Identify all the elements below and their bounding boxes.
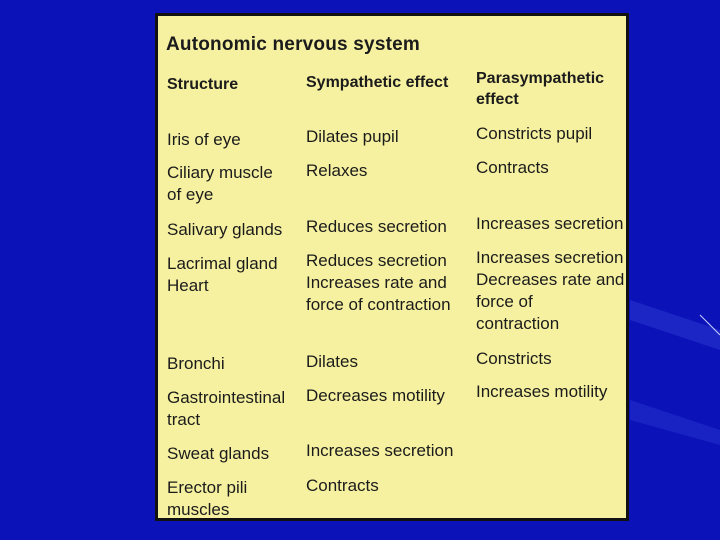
row-2-sympathetic: Relaxes (306, 161, 368, 180)
row-1-parasympathetic: Constricts pupil (476, 124, 593, 143)
row-4-sympathetic: Reduces secretion Increases rate and force of contraction (306, 251, 451, 314)
header-parasympathetic: Parasympathetic effect (476, 70, 605, 108)
row-4-structure: Lacrimal gland Heart (167, 254, 278, 295)
ans-table-card (155, 13, 629, 521)
row-6-structure: Gastrointestinal tract (167, 388, 286, 429)
row-5-parasympathetic: Constricts (476, 349, 552, 368)
row-1-structure: Iris of eye (167, 130, 241, 149)
row-8-structure: Erector pili muscles (167, 478, 248, 519)
row-2-structure: Ciliary muscle of eye (167, 163, 273, 204)
header-structure: Structure (167, 76, 239, 93)
row-2-parasympathetic: Contracts (476, 158, 549, 177)
row-6-parasympathetic: Increases motility (476, 382, 608, 401)
row-1-sympathetic: Dilates pupil (306, 127, 399, 146)
row-3-structure: Salivary glands (167, 220, 283, 239)
header-sympathetic: Sympathetic effect (306, 74, 449, 91)
row-3-sympathetic: Reduces secretion (306, 217, 447, 236)
row-5-structure: Bronchi (167, 354, 225, 373)
row-4-parasympathetic: Increases secretion Decreases rate and force of contraction (476, 248, 625, 333)
row-7-sympathetic: Increases secretion (306, 441, 454, 460)
row-3-parasympathetic: Increases secretion (476, 214, 624, 233)
table-title: Autonomic nervous system (166, 34, 420, 55)
row-6-sympathetic: Decreases motility (306, 386, 445, 405)
row-7-structure: Sweat glands (167, 444, 270, 463)
row-5-sympathetic: Dilates (306, 352, 358, 371)
row-8-sympathetic: Contracts (306, 476, 379, 495)
